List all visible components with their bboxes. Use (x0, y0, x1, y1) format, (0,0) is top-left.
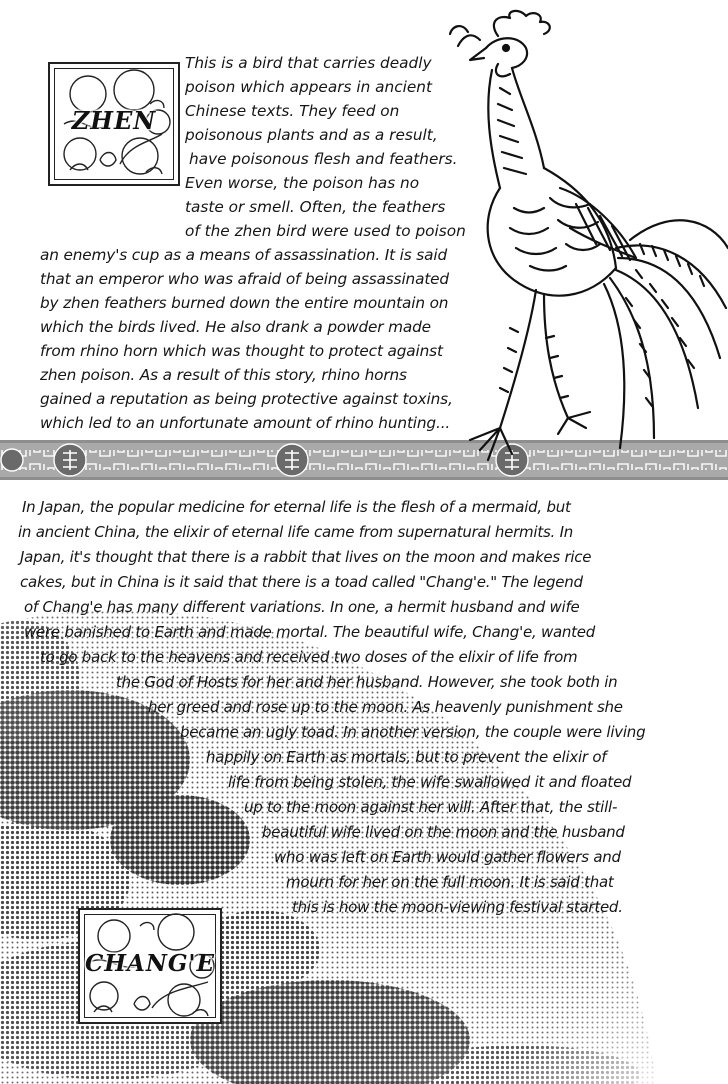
change-line: beautiful wife lived on the moon and the husband (262, 823, 625, 841)
change-line: her greed and rose up to the moon. As heavenly punishment she (148, 698, 623, 716)
change-line: the God of Hosts for her and her husband. However, she took both in (116, 673, 618, 691)
change-line: of Chang'e has many different variations. In one, a hermit husband and wife (24, 598, 580, 616)
zhen-bird-illustration (440, 8, 728, 478)
change-label-box (78, 908, 222, 1024)
change-line: Japan, it's thought that there is a rabbit that lives on the moon and makes rice (20, 548, 592, 566)
zhen-line: have poisonous flesh and feathers. (189, 150, 458, 168)
zhen-label-box (48, 62, 180, 186)
zhen-line: taste or smell. Often, the feathers (185, 198, 446, 216)
zhen-line: of the zhen bird were used to poison (185, 222, 466, 240)
zhen-line: which the birds lived. He also drank a powder made (40, 318, 431, 336)
change-line: who was left on Earth would gather flowers and (274, 848, 621, 866)
change-line: life from being stolen, the wife swallowed it and floated (228, 773, 632, 791)
change-line: to go back to the heavens and received two doses of the elixir of life from (40, 648, 578, 666)
zhen-label: ZHEN (71, 106, 157, 135)
change-line: up to the moon against her will. After that, the still- (244, 798, 618, 816)
zhen-line: gained a reputation as being protective against toxins, (40, 390, 453, 408)
zhen-line: that an emperor who was afraid of being assassinated (40, 270, 449, 288)
zhen-line: zhen poison. As a result of this story, rhino horns (40, 366, 407, 384)
zhen-line: poisonous plants and as a result, (185, 126, 438, 144)
change-line: mourn for her on the full moon. It is said that (286, 873, 614, 891)
change-line: In Japan, the popular medicine for eternal life is the flesh of a mermaid, but (22, 498, 571, 516)
change-line: in ancient China, the elixir of eternal life came from supernatural hermits. In (18, 523, 573, 541)
change-line: this is how the moon-viewing festival started. (292, 898, 623, 916)
zhen-line: Chinese texts. They feed on (185, 102, 400, 120)
change-label: CHANG'E (84, 950, 216, 977)
zhen-line: This is a bird that carries deadly (185, 54, 432, 72)
zhen-line: Even worse, the poison has no (185, 174, 420, 192)
zhen-line: by zhen feathers burned down the entire mountain on (40, 294, 449, 312)
zhen-line: poison which appears in ancient (185, 78, 432, 96)
zhen-line: an enemy's cup as a means of assassination. It is said (40, 246, 448, 264)
change-line: became an ugly toad. In another version, the couple were living (180, 723, 646, 741)
zhen-line: from rhino horn which was thought to protect against (40, 342, 443, 360)
change-line: were banished to Earth and made mortal. The beautiful wife, Chang'e, wanted (24, 623, 596, 641)
change-line: happily on Earth as mortals, but to prevent the elixir of (206, 748, 607, 766)
change-line: cakes, but in China is it said that there is a toad called "Chang'e." The legend (20, 573, 583, 591)
zhen-line: which led to an unfortunate amount of rhino hunting... (40, 414, 451, 432)
